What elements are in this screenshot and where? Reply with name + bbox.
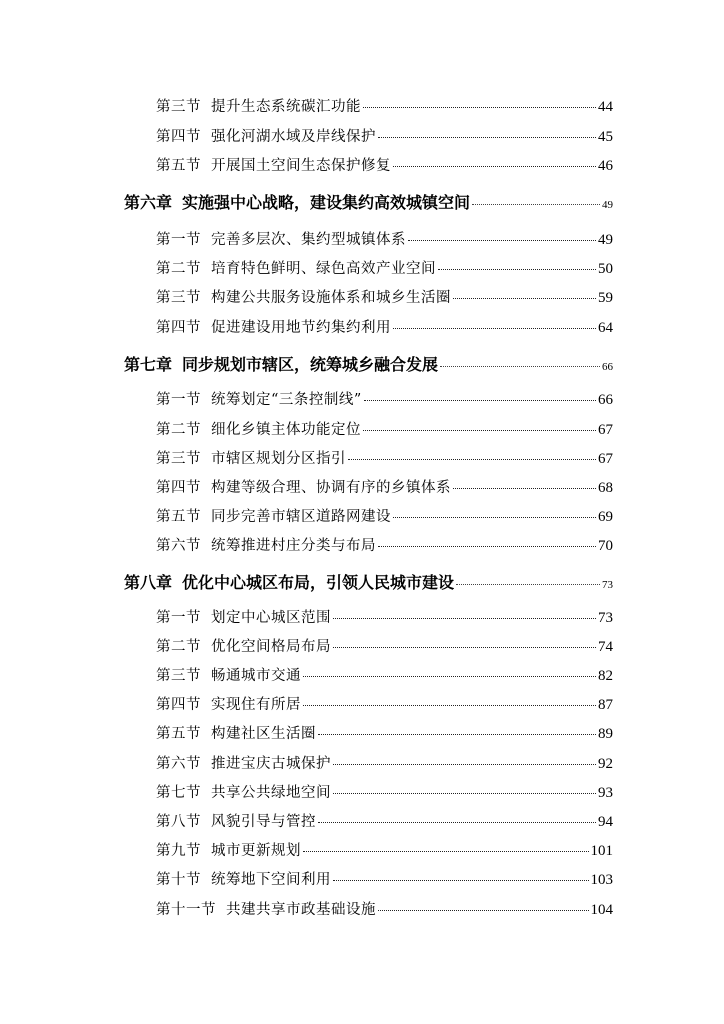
dot-leader xyxy=(318,822,596,823)
toc-chapter-entry[interactable] xyxy=(124,570,613,593)
entry-page: 74 xyxy=(598,639,613,655)
chapter-page: 49 xyxy=(602,199,613,211)
entry-page: 103 xyxy=(590,872,613,888)
toc-entry[interactable] xyxy=(156,505,613,526)
dot-leader xyxy=(453,298,596,299)
dot-leader xyxy=(408,240,596,241)
entry-title: 开展国土空间生态保护修复 xyxy=(211,158,391,174)
toc-entry[interactable] xyxy=(156,868,613,889)
entry-title: 细化乡镇主体功能定位 xyxy=(211,422,361,438)
entry-page: 50 xyxy=(598,261,613,277)
dot-leader xyxy=(393,166,596,167)
dot-leader xyxy=(440,366,600,367)
entry-page: 93 xyxy=(598,785,613,801)
dot-leader xyxy=(348,459,596,460)
entry-label: 第六节 xyxy=(156,756,201,772)
entry-label: 第八节 xyxy=(156,814,201,830)
dot-leader xyxy=(393,517,596,518)
entry-title: 同步完善市辖区道路网建设 xyxy=(211,509,391,525)
dot-leader xyxy=(393,328,596,329)
toc-entry[interactable] xyxy=(156,781,613,802)
entry-label: 第二节 xyxy=(156,422,201,438)
dot-leader xyxy=(333,647,596,648)
chapter-title: 实施强中心战略，建设集约高效城镇空间 xyxy=(182,193,471,212)
toc-entry[interactable] xyxy=(156,418,613,439)
entry-label: 第一节 xyxy=(156,232,201,248)
toc-entry[interactable] xyxy=(156,722,613,743)
entry-page: 66 xyxy=(598,392,613,408)
entry-label: 第四节 xyxy=(156,129,201,145)
entry-page: 70 xyxy=(598,538,613,554)
entry-page: 87 xyxy=(598,697,613,713)
toc-entry[interactable] xyxy=(156,635,613,656)
toc-entry[interactable] xyxy=(156,228,613,249)
entry-page: 82 xyxy=(598,668,613,684)
entry-title: 提升生态系统碳汇功能 xyxy=(211,99,361,115)
entry-title: 统筹推进村庄分类与布局 xyxy=(211,538,376,554)
toc-entry[interactable] xyxy=(156,447,613,468)
entry-page: 67 xyxy=(598,422,613,438)
entry-page: 44 xyxy=(598,99,613,115)
toc-entry[interactable] xyxy=(156,664,613,685)
entry-label: 第四节 xyxy=(156,697,201,713)
entry-title: 推进宝庆古城保护 xyxy=(211,756,331,772)
entry-page: 49 xyxy=(598,232,613,248)
dot-leader xyxy=(363,430,596,431)
dot-leader xyxy=(303,851,589,852)
toc-entry[interactable] xyxy=(156,388,613,409)
entry-label: 第四节 xyxy=(156,320,201,336)
entry-title: 完善多层次、集约型城镇体系 xyxy=(211,232,406,248)
toc-entry[interactable] xyxy=(156,257,613,278)
entry-page: 68 xyxy=(598,480,613,496)
toc-entry[interactable] xyxy=(156,534,613,555)
entry-title: 促进建设用地节约集约利用 xyxy=(211,320,391,336)
entry-title: 城市更新规划 xyxy=(211,843,301,859)
entry-title: 培育特色鲜明、绿色高效产业空间 xyxy=(211,261,436,277)
entry-label: 第四节 xyxy=(156,480,201,496)
entry-title: 构建等级合理、协调有序的乡镇体系 xyxy=(211,480,451,496)
entry-title: 统筹地下空间利用 xyxy=(211,872,331,888)
entry-page: 67 xyxy=(598,451,613,467)
chapter-title: 同步规划市辖区，统筹城乡融合发展 xyxy=(182,355,439,374)
entry-label: 第三节 xyxy=(156,668,201,684)
entry-page: 89 xyxy=(598,726,613,742)
chapter-page: 66 xyxy=(602,361,613,373)
toc-entry[interactable] xyxy=(156,898,613,919)
toc-chapter-entry[interactable] xyxy=(124,190,613,213)
entry-page: 46 xyxy=(598,158,613,174)
dot-leader xyxy=(438,269,596,270)
entry-title: 风貌引导与管控 xyxy=(211,814,316,830)
entry-title: 实现住有所居 xyxy=(211,697,301,713)
entry-title: 构建社区生活圈 xyxy=(211,726,316,742)
entry-label: 第三节 xyxy=(156,99,201,115)
entry-label: 第一节 xyxy=(156,610,201,626)
chapter-title: 优化中心城区布局，引领人民城市建设 xyxy=(182,573,455,592)
toc-entry[interactable] xyxy=(156,693,613,714)
entry-page: 59 xyxy=(598,290,613,306)
toc-chapter-entry[interactable] xyxy=(124,352,613,375)
entry-label: 第五节 xyxy=(156,509,201,525)
entry-title: 市辖区规划分区指引 xyxy=(211,451,346,467)
dot-leader xyxy=(303,705,596,706)
toc-entry[interactable] xyxy=(156,286,613,307)
dot-leader xyxy=(363,107,596,108)
dot-leader xyxy=(453,488,596,489)
chapter-page: 73 xyxy=(602,579,613,591)
entry-page: 92 xyxy=(598,756,613,772)
dot-leader xyxy=(472,204,600,205)
entry-page: 73 xyxy=(598,610,613,626)
dot-leader xyxy=(318,734,596,735)
entry-title: 强化河湖水域及岸线保护 xyxy=(211,129,376,145)
toc-entry[interactable] xyxy=(156,810,613,831)
toc-entry[interactable] xyxy=(156,606,613,627)
entry-label: 第三节 xyxy=(156,290,201,306)
chapter-label: 第七章 xyxy=(124,355,173,374)
entry-page: 101 xyxy=(590,843,613,859)
entry-title: 畅通城市交通 xyxy=(211,668,301,684)
entry-title: 共建共享市政基础设施 xyxy=(226,902,376,918)
chapter-label: 第八章 xyxy=(124,573,173,592)
entry-title: 统筹划定“三条控制线” xyxy=(211,392,362,408)
dot-leader xyxy=(333,880,589,881)
entry-label: 第七节 xyxy=(156,785,201,801)
entry-label: 第九节 xyxy=(156,843,201,859)
toc-entry[interactable] xyxy=(156,752,613,773)
entry-label: 第二节 xyxy=(156,639,201,655)
toc-entry[interactable] xyxy=(156,476,613,497)
dot-leader xyxy=(456,584,600,585)
toc-entry[interactable] xyxy=(156,316,613,337)
dot-leader xyxy=(364,400,596,401)
entry-label: 第十一节 xyxy=(156,902,216,918)
dot-leader xyxy=(333,793,596,794)
toc-entry[interactable] xyxy=(156,95,613,116)
toc-entry[interactable] xyxy=(156,125,613,146)
entry-page: 69 xyxy=(598,509,613,525)
entry-page: 94 xyxy=(598,814,613,830)
dot-leader xyxy=(333,764,596,765)
dot-leader xyxy=(378,910,589,911)
entry-label: 第二节 xyxy=(156,261,201,277)
dot-leader xyxy=(303,676,596,677)
entry-title: 优化空间格局布局 xyxy=(211,639,331,655)
toc-entry[interactable] xyxy=(156,839,613,860)
entry-title: 共享公共绿地空间 xyxy=(211,785,331,801)
entry-title: 划定中心城区范围 xyxy=(211,610,331,626)
entry-page: 64 xyxy=(598,320,613,336)
dot-leader xyxy=(378,546,596,547)
chapter-label: 第六章 xyxy=(124,193,173,212)
toc-entry[interactable] xyxy=(156,154,613,175)
entry-label: 第三节 xyxy=(156,451,201,467)
entry-label: 第五节 xyxy=(156,726,201,742)
entry-label: 第六节 xyxy=(156,538,201,554)
entry-page: 45 xyxy=(598,129,613,145)
entry-page: 104 xyxy=(590,902,613,918)
dot-leader xyxy=(333,618,596,619)
dot-leader xyxy=(378,137,596,138)
entry-label: 第一节 xyxy=(156,392,201,408)
entry-label: 第五节 xyxy=(156,158,201,174)
entry-title: 构建公共服务设施体系和城乡生活圈 xyxy=(211,290,451,306)
entry-label: 第十节 xyxy=(156,872,201,888)
